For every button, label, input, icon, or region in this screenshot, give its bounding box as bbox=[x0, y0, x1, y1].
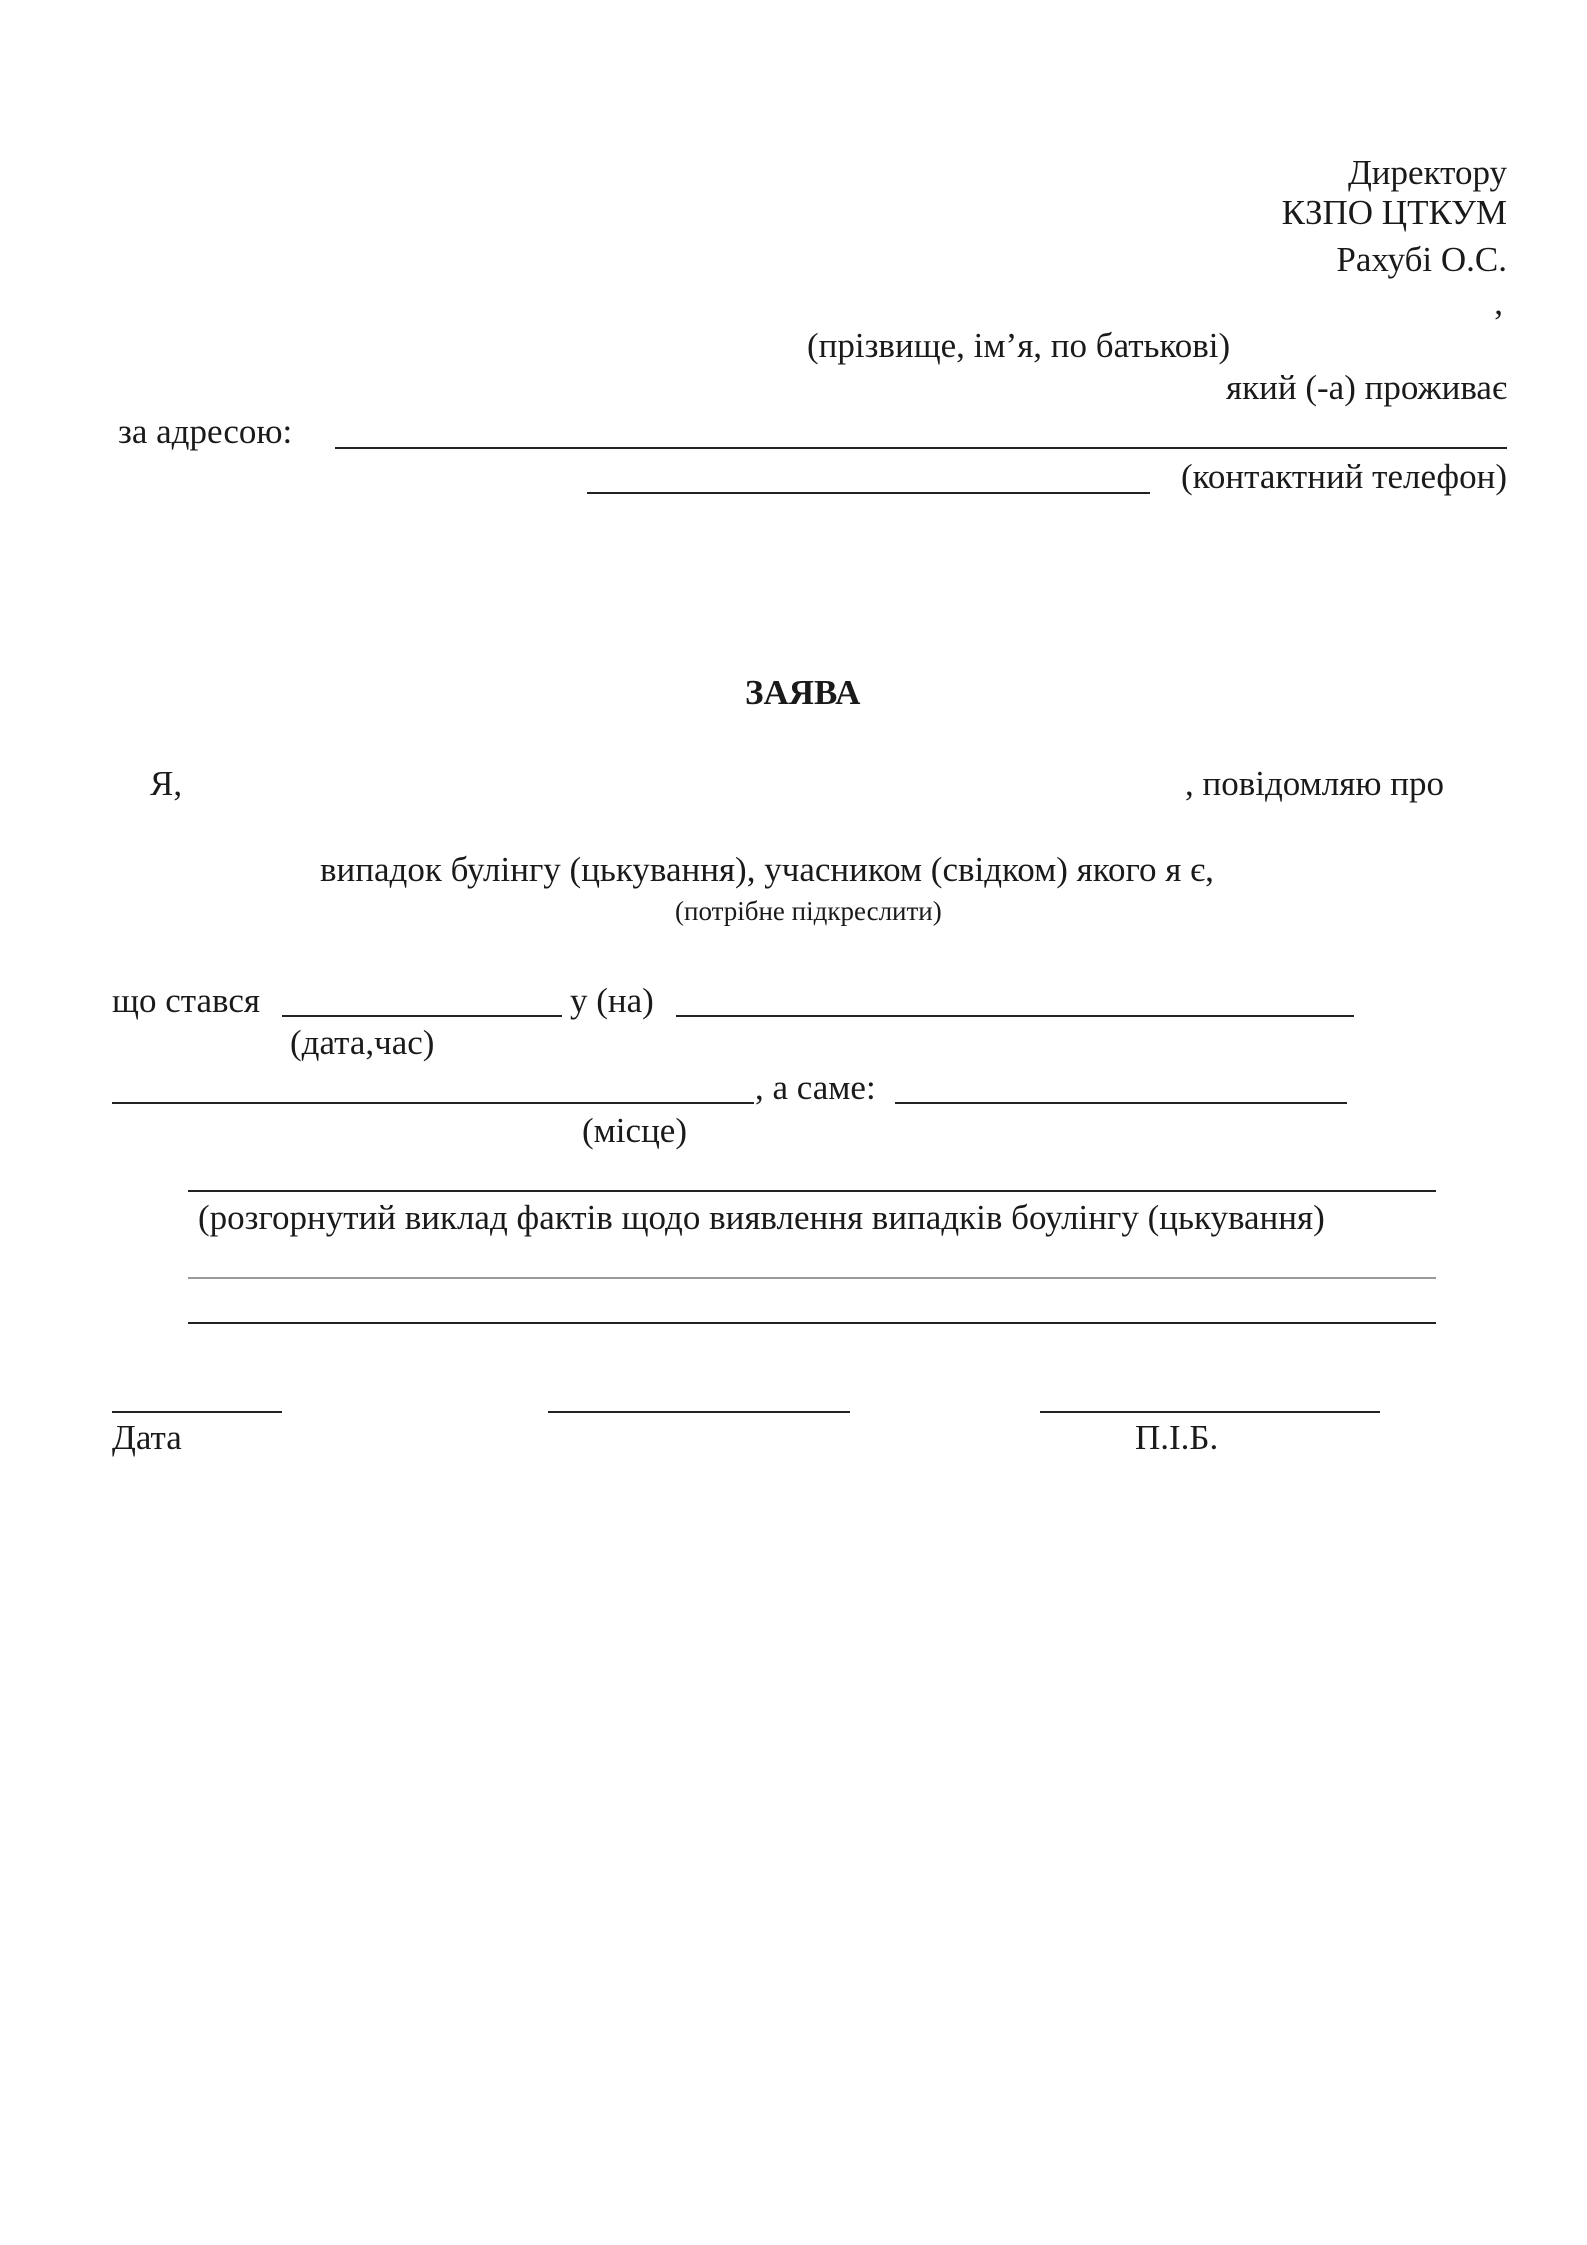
addressee-line-1: Директору bbox=[1347, 153, 1507, 192]
phone-caption: (контактний телефон) bbox=[1181, 457, 1507, 496]
name-comma: , bbox=[1494, 283, 1503, 322]
details-line-3[interactable] bbox=[188, 1322, 1436, 1324]
underline-hint: (потрібне підкреслити) bbox=[675, 896, 942, 926]
incident-text: випадок булінгу (цькування), учасником (свідком) якого я є, bbox=[320, 850, 1214, 889]
place-caption: (місце) bbox=[582, 1111, 687, 1150]
i-label: Я, bbox=[150, 764, 183, 803]
happened-label: що стався bbox=[112, 981, 260, 1020]
at-label: у (на) bbox=[570, 981, 654, 1020]
name-signature-line[interactable] bbox=[1040, 1411, 1380, 1413]
report-text: , повідомляю про bbox=[1185, 764, 1444, 803]
address-label: за адресою: bbox=[118, 412, 293, 451]
phone-field-line[interactable] bbox=[587, 492, 1150, 494]
place-field-line[interactable] bbox=[112, 1102, 754, 1104]
namely-label: , а саме: bbox=[755, 1068, 876, 1107]
addressee-line-3: Рахубі О.С. bbox=[1336, 240, 1507, 279]
resides-text: який (-а) проживає bbox=[1226, 368, 1507, 407]
signature-line[interactable] bbox=[548, 1411, 850, 1413]
address-field-line[interactable] bbox=[335, 447, 1507, 449]
details-line-2[interactable] bbox=[188, 1277, 1436, 1279]
datetime-caption: (дата,час) bbox=[290, 1023, 435, 1062]
document-title: ЗАЯВА bbox=[745, 673, 861, 712]
addressee-line-2: КЗПО ЦТКУМ bbox=[1281, 193, 1507, 232]
location-field-line[interactable] bbox=[676, 1015, 1354, 1017]
details-caption: (розгорнутий виклад фактів щодо виявлення випадків боулінгу (цькування) bbox=[198, 1198, 1325, 1237]
details-line-1[interactable] bbox=[188, 1190, 1436, 1192]
datetime-field-line[interactable] bbox=[282, 1015, 562, 1017]
namely-field-line[interactable] bbox=[895, 1102, 1347, 1104]
date-label: Дата bbox=[112, 1418, 182, 1457]
name-caption: (прізвище, ім’я, по батькові) bbox=[807, 326, 1231, 365]
name-label: П.І.Б. bbox=[1135, 1418, 1219, 1457]
date-signature-line[interactable] bbox=[112, 1411, 282, 1413]
